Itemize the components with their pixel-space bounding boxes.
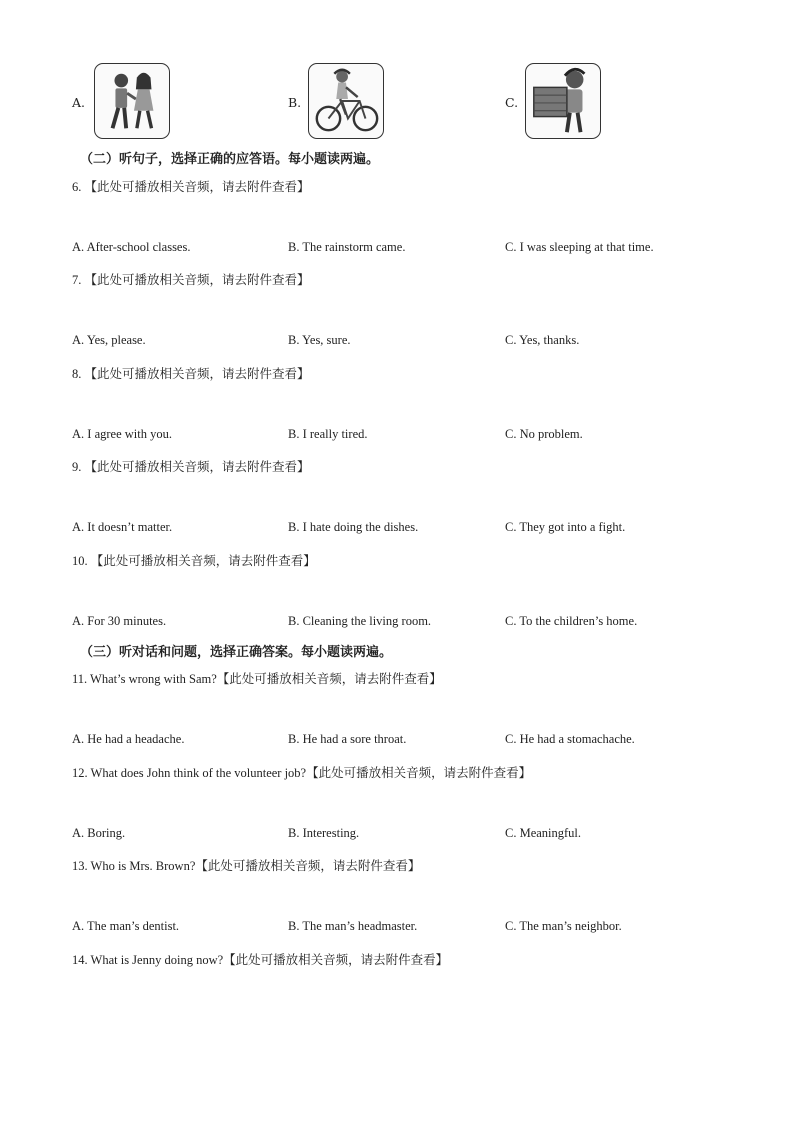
question-6-stem[interactable]: 6. 【此处可播放相关音频，请去附件查看】: [72, 180, 310, 194]
question-11-stem[interactable]: 11. What’s wrong with Sam?【此处可播放相关音频，请去附件查看】: [72, 672, 442, 686]
picture-option-b-letter[interactable]: B.: [288, 95, 302, 110]
question-13-option-b[interactable]: B. The man’s headmaster.: [288, 919, 418, 933]
section-three-title: （三）听对话和问题，选择正确答案。每小题读两遍。: [80, 645, 393, 660]
question-6-option-b[interactable]: B. The rainstorm came.: [288, 240, 406, 254]
question-7-option-a[interactable]: A. Yes, please.: [72, 333, 146, 347]
question-12-stem[interactable]: 12. What does John think of the volunteer job?【此处可播放相关音频，请去附件查看】: [72, 766, 532, 780]
question-6-option-c[interactable]: C. I was sleeping at that time.: [505, 240, 654, 254]
question-10-option-c[interactable]: C. To the children’s home.: [505, 614, 638, 628]
question-7-option-c[interactable]: C. Yes, thanks.: [505, 333, 580, 347]
question-7-stem[interactable]: 7. 【此处可播放相关音频，请去附件查看】: [72, 273, 310, 287]
question-10-stem[interactable]: 10. 【此处可播放相关音频，请去附件查看】: [72, 554, 316, 568]
question-12-option-b[interactable]: B. Interesting.: [288, 826, 360, 840]
question-11-option-c[interactable]: C. He had a stomachache.: [505, 732, 635, 746]
question-13-option-c[interactable]: C. The man’s neighbor.: [505, 919, 622, 933]
question-9-option-a[interactable]: A. It doesn’t matter.: [72, 520, 173, 534]
question-8-option-b[interactable]: B. I really tired.: [288, 427, 368, 441]
picture-option-a-letter[interactable]: A.: [72, 95, 86, 110]
question-8-option-c[interactable]: C. No problem.: [505, 427, 583, 441]
question-8-stem[interactable]: 8. 【此处可播放相关音频，请去附件查看】: [72, 367, 310, 381]
question-13-stem[interactable]: 13. Who is Mrs. Brown?【此处可播放相关音频，请去附件查看】: [72, 859, 421, 873]
question-9-stem[interactable]: 9. 【此处可播放相关音频，请去附件查看】: [72, 460, 310, 474]
boy-carrying-box-icon[interactable]: [525, 63, 601, 139]
section-two-title: （二）听句子，选择正确的应答语。每小题读两遍。: [80, 152, 380, 167]
question-13-option-a[interactable]: A. The man’s dentist.: [72, 919, 180, 933]
two-kids-walking-icon[interactable]: [94, 63, 170, 139]
question-7-option-b[interactable]: B. Yes, sure.: [288, 333, 351, 347]
question-12-option-c[interactable]: C. Meaningful.: [505, 826, 582, 840]
question-11-option-a[interactable]: A. He had a headache.: [72, 732, 185, 746]
picture-option-c-letter[interactable]: C.: [505, 95, 519, 110]
question-9-option-b[interactable]: B. I hate doing the dishes.: [288, 520, 419, 534]
girl-riding-bike-icon[interactable]: [308, 63, 384, 139]
question-10-option-b[interactable]: B. Cleaning the living room.: [288, 614, 432, 628]
question-9-option-c[interactable]: C. They got into a fight.: [505, 520, 626, 534]
question-14-stem[interactable]: 14. What is Jenny doing now?【此处可播放相关音频，请去附件查看】: [72, 953, 449, 967]
question-6-option-a[interactable]: A. After-school classes.: [72, 240, 191, 254]
question-12-option-a[interactable]: A. Boring.: [72, 826, 126, 840]
question-10-option-a[interactable]: A. For 30 minutes.: [72, 614, 167, 628]
question-11-option-b[interactable]: B. He had a sore throat.: [288, 732, 407, 746]
question-8-option-a[interactable]: A. I agree with you.: [72, 427, 172, 441]
